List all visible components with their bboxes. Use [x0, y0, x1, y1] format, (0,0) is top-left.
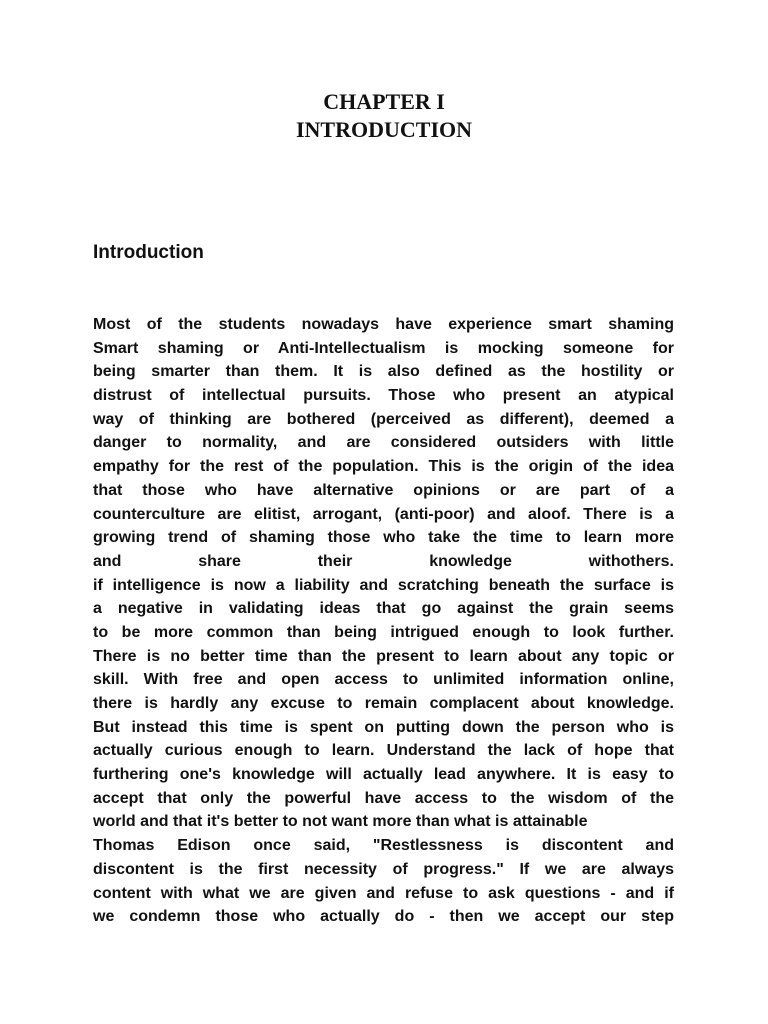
body-line: growing trend of shaming those who take the time to learn more [93, 529, 674, 547]
body-line: actually curious enough to learn. Understand the lack of hope that [93, 742, 674, 760]
body-line: Thomas Edison once said, "Restlessness is discontent and [93, 837, 674, 855]
body-line: skill. With free and open access to unlimited information online, [93, 671, 674, 689]
body-line: a negative in validating ideas that go against the grain seems [93, 600, 674, 618]
body-line: furthering one's knowledge will actually lead anywhere. It is easy to [93, 766, 674, 784]
body-line: if intelligence is now a liability and scratching beneath the surface is [93, 576, 674, 594]
section-title: Introduction [93, 242, 204, 263]
body-line: to be more common than being intrigued enough to look further. [93, 623, 674, 641]
body-line: there is hardly any excuse to remain complacent about knowledge. [93, 695, 674, 712]
body-line: danger to normality, and are considered outsiders with little [93, 434, 674, 452]
chapter-title: INTRODUCTION [295, 117, 473, 142]
body-line: distrust of intellectual pursuits. Those who present an atypical [93, 387, 674, 405]
body-line: accept that only the powerful have access to the wisdom of the [93, 789, 674, 807]
body-line: empathy for the rest of the population. This is the origin of the idea [93, 458, 674, 476]
body-line: that those who have alternative opinions or are part of a [93, 481, 674, 499]
body-line: Most of the students nowadays have experience smart shaming [93, 316, 674, 333]
body-line: being smarter than them. It is also defined as the hostility or [93, 363, 674, 381]
chapter-heading [0, 88, 768, 144]
body-line: we condemn those who actually do - then we accept our step [93, 908, 674, 926]
body-line: content with what we are given and refuse to ask questions - and if [93, 884, 674, 902]
chapter-number: CHAPTER I [323, 89, 445, 114]
body-line: But instead this time is spent on putting down the person who is [93, 718, 674, 736]
body-line: Smart shaming or Anti-Intellectualism is mocking someone for [93, 339, 674, 357]
body-line: discontent is the first necessity of progress." If we are always [93, 860, 674, 878]
body-line: There is no better time than the present to learn about any topic or [93, 647, 674, 665]
body-line: world and that it's better to not want more than what is attainable [93, 813, 588, 831]
body-line: counterculture are elitist, arrogant, (anti-poor) and aloof. There is a [93, 505, 674, 523]
body-paragraph [93, 313, 674, 929]
body-line: and share their knowledge withothers. [93, 552, 674, 570]
body-line: way of thinking are bothered (perceived as different), deemed a [93, 410, 674, 428]
